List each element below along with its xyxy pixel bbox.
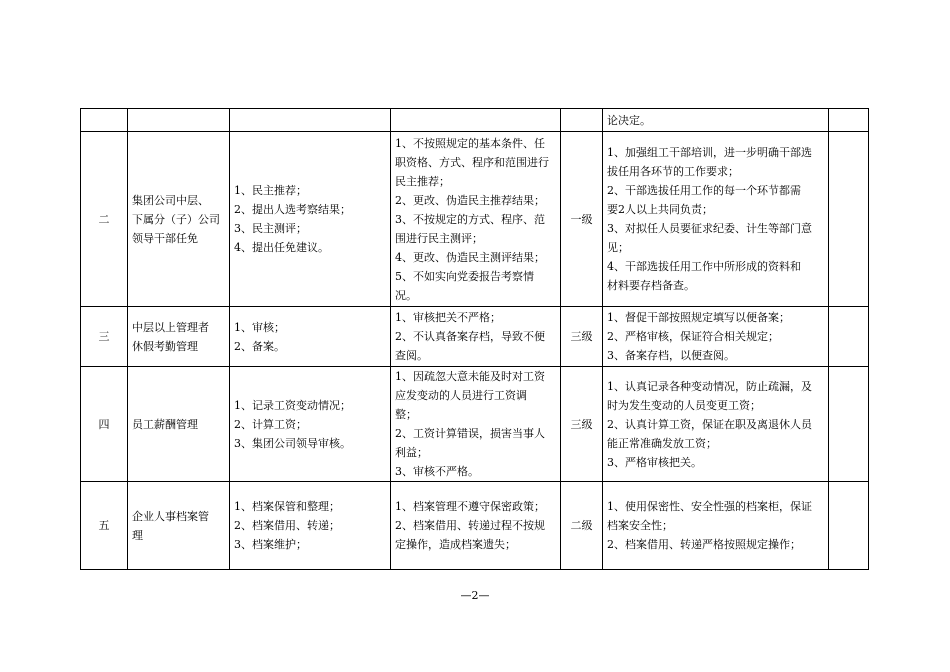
risk-points-line: 应发变动的人员进行工资调 <box>395 389 527 402</box>
risk-points-line: 民主推荐； <box>395 174 450 188</box>
table-row <box>81 482 869 570</box>
item-content-line: 4、提出任免建议。 <box>234 241 329 254</box>
control-measures-cell <box>603 367 829 482</box>
control-measures-line: 1、认真记录各种变动情况，防止疏漏，及 <box>607 379 812 393</box>
item-name-line: 领导干部任免 <box>132 231 198 245</box>
risk-level-cell: 一级 <box>561 132 603 307</box>
risk-points-line: 1、不按照规定的基本条件、任 <box>395 136 545 150</box>
item-name-line: 集团公司中层、 <box>132 193 209 207</box>
control-measures-line: 论决定。 <box>607 113 651 127</box>
risk-points-line: 3、审核不严格。 <box>395 465 479 478</box>
risk-points-line: 2、更改、伪造民主推荐结果； <box>395 193 545 207</box>
item-content-line: 1、民主推荐； <box>234 184 307 197</box>
control-measures-line: 3、备案存档，以便查阅。 <box>607 349 735 362</box>
item-content-line: 3、集团公司领导审核。 <box>234 436 351 450</box>
control-measures-line: 1、加强组工干部培训，进一步明确干部选 <box>607 146 812 159</box>
item-content-cell <box>230 482 391 570</box>
risk-points-line: 职资格、方式、程序和范围进行 <box>395 155 549 169</box>
table-row <box>81 367 869 482</box>
risk-points-line: 2、不认真备案存档，导致不便 <box>395 330 545 343</box>
risk-points-line: 1、因疏忽大意未能及时对工资 <box>395 370 545 383</box>
risk-points-line: 查阅。 <box>395 349 428 362</box>
risk-points-line: 况。 <box>395 288 417 302</box>
remarks-cell <box>829 307 869 367</box>
remarks-cell <box>829 482 869 570</box>
item-name-line: 员工薪酬管理 <box>132 417 198 431</box>
row-number-cell: 三 <box>81 307 128 367</box>
control-measures-line: 1、使用保密性、安全性强的档案柜，保证 <box>607 500 812 513</box>
control-measures-line: 2、干部选拔任用工作的每一个环节都需 <box>607 184 801 197</box>
risk-points-line: 2、档案借用、转递过程不按规 <box>395 519 545 532</box>
item-content-line: 3、档案维护； <box>234 538 307 551</box>
risk-points-cell <box>391 109 561 132</box>
item-content-cell <box>230 109 391 132</box>
remarks-cell <box>829 367 869 482</box>
item-content-line: 1、审核； <box>234 320 285 334</box>
item-content-line: 2、计算工资； <box>234 417 307 431</box>
risk-points-cell <box>391 482 561 570</box>
risk-points-line: 1、档案管理不遵守保密政策； <box>395 500 545 513</box>
risk-points-line: 整； <box>395 408 417 421</box>
item-content-cell <box>230 307 391 367</box>
table-body <box>81 109 869 570</box>
remarks-cell <box>829 109 869 132</box>
control-measures-line: 3、对拟任人员要征求纪委、计生等部门意 <box>607 222 812 235</box>
risk-points-line: 3、不按规定的方式、程序、范 <box>395 212 545 226</box>
risk-points-line: 4、更改、伪造民主测评结果； <box>395 250 545 264</box>
table-row <box>81 132 869 307</box>
remarks-cell <box>829 132 869 307</box>
control-measures-cell <box>603 482 829 570</box>
control-measures-cell <box>603 307 829 367</box>
row-number-cell: 四 <box>81 367 128 482</box>
control-measures-line: 能正常准确发放工资； <box>607 436 717 450</box>
risk-points-line: 5、不如实向党委报告考察情 <box>395 269 534 283</box>
risk-points-line: 围进行民主测评； <box>395 231 483 245</box>
item-content-line: 1、记录工资变动情况； <box>234 398 351 412</box>
row-number-cell: 五 <box>81 482 128 570</box>
control-measures-line: 见； <box>607 241 629 254</box>
control-measures-line: 要2人以上共同负责； <box>607 203 713 216</box>
risk-control-table <box>80 108 869 570</box>
control-measures-line: 时为发生变动的人员变更工资； <box>607 398 761 412</box>
control-measures-line: 4、干部选拔任用工作中所形成的资料和 <box>607 260 801 273</box>
row-number-cell <box>81 109 128 132</box>
control-measures-line: 2、严格审核，保证符合相关规定； <box>607 330 779 343</box>
control-measures-cell <box>603 109 829 132</box>
control-measures-line: 拔任用各环节的工作要求； <box>607 165 739 178</box>
risk-points-cell <box>391 307 561 367</box>
item-content-cell <box>230 132 391 307</box>
control-measures-line: 3、严格审核把关。 <box>607 455 702 469</box>
control-measures-line: 2、档案借用、转递严格按照规定操作； <box>607 538 801 551</box>
item-name-line: 理 <box>132 528 143 542</box>
risk-points-cell <box>391 367 561 482</box>
control-measures-line: 档案安全性； <box>607 519 673 532</box>
table-row <box>81 109 869 132</box>
item-name-cell <box>128 132 230 307</box>
row-number-cell: 二 <box>81 132 128 307</box>
risk-points-line: 2、工资计算错误，损害当事人 <box>395 427 545 440</box>
item-name-cell <box>128 367 230 482</box>
page-number: —2— <box>460 589 490 602</box>
control-measures-line: 2、认真计算工资，保证在职及离退休人员 <box>607 417 812 431</box>
control-measures-line: 1、督促干部按照规定填写以便备案； <box>607 311 790 324</box>
risk-level-cell <box>561 109 603 132</box>
item-content-line: 3、民主测评； <box>234 222 307 235</box>
item-name-line: 下属分（子）公司 <box>132 212 220 226</box>
control-measures-line: 材料要存档备查。 <box>607 279 695 292</box>
item-name-cell <box>128 109 230 132</box>
item-name-cell <box>128 482 230 570</box>
item-content-line: 2、提出人选考察结果； <box>234 203 351 216</box>
risk-level-cell: 三级 <box>561 307 603 367</box>
item-name-cell <box>128 307 230 367</box>
risk-points-line: 定操作，造成档案遗失； <box>395 538 516 551</box>
item-name-line: 休假考勤管理 <box>132 339 198 353</box>
risk-points-cell <box>391 132 561 307</box>
item-name-line: 中层以上管理者 <box>132 320 209 334</box>
item-content-line: 1、档案保管和整理； <box>234 500 340 513</box>
risk-points-line: 利益； <box>395 446 428 459</box>
control-measures-cell <box>603 132 829 307</box>
item-content-line: 2、备案。 <box>234 339 285 353</box>
item-content-cell <box>230 367 391 482</box>
risk-level-cell: 二级 <box>561 482 603 570</box>
item-content-line: 2、档案借用、转递； <box>234 519 340 532</box>
risk-points-line: 1、审核把关不严格； <box>395 311 501 324</box>
item-name-line: 企业人事档案管 <box>132 509 209 523</box>
risk-level-cell: 三级 <box>561 367 603 482</box>
table-row <box>81 307 869 367</box>
